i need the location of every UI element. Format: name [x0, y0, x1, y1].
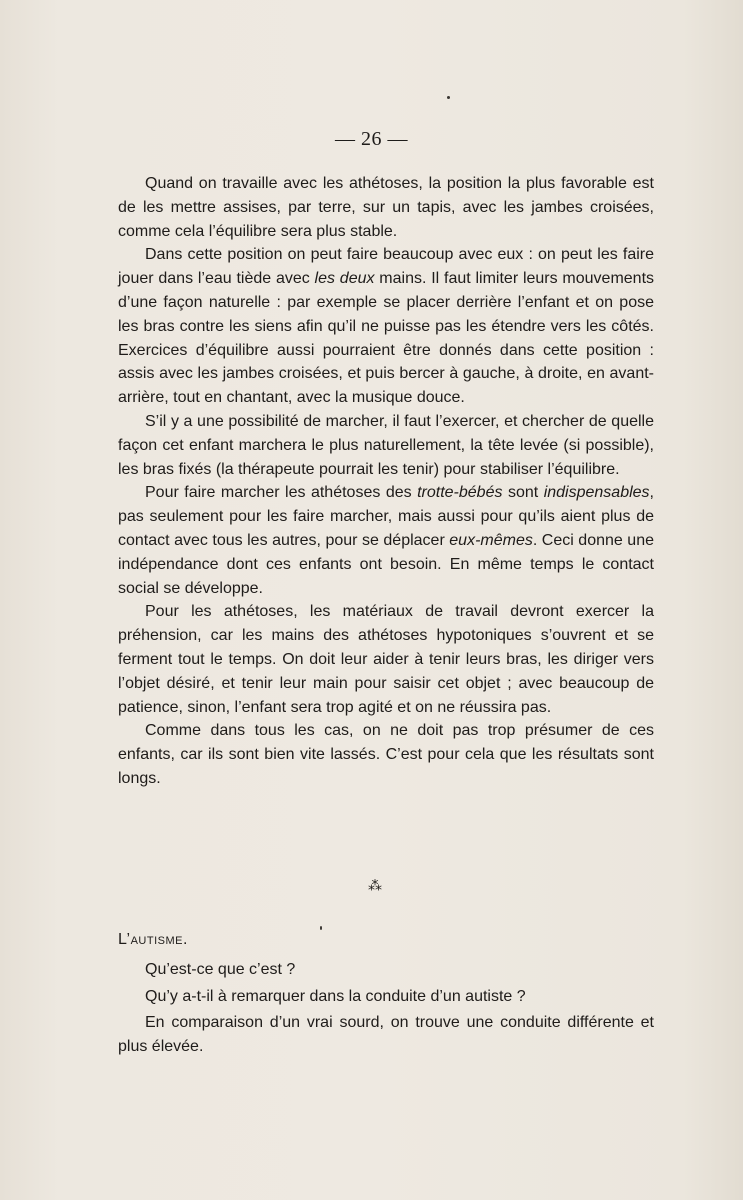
paragraph-text: mains. Il faut limiter leurs mouvements d’une façon naturelle : par exemple se placer derrière l’enfant et on pose les bras contre les siens afin qu’il ne puisse pas les étendre vers les côtés. Exercices d’équilibre aussi pourraient être donnés dans cette position : assis avec les jambes croisées, et puis bercer à gauche, à droite, en avant-arrière, tout en chantant, avec la musique douce. — [118, 270, 655, 407]
paragraph-text: Comme dans tous les cas, on ne doit pas trop présumer de ces enfants, car ils sont bien vite lassés. C’est pour cela que les résultats sont longs. — [118, 722, 654, 787]
section-heading: L’autisme. — [118, 931, 188, 948]
italic-text: eux-mêmes — [449, 531, 533, 549]
paragraph-text: Pour faire marcher les athétoses des — [145, 484, 418, 502]
paragraph-text: , pas seulement pour les faire marcher, mais aussi pour qu’ils aient plus de contact avec tous les autres, pour se déplacer — [118, 484, 654, 549]
page-number: — 26 — — [335, 128, 408, 150]
paragraph-2 — [118, 243, 654, 410]
paragraph-4 — [118, 481, 654, 600]
paragraph-text: Pour les athétoses, les matériaux de travail devront exercer la préhension, car les mains des athétoses hypotoniques s’ouvrent et se ferment tout le temps. On doit leur aider à tenir leurs bras, les diriger vers l’objet désiré, et tenir leur main pour saisir cet objet ; avec beaucoup de patience, sinon, l’enfant sera trop agité et on ne réussira pas. — [118, 603, 654, 716]
paragraph-text: S’il y a une possibilité de marcher, il faut l’exercer, et chercher de quelle façon cet enfant marchera le plus naturellement, la tête levée (si possible), les bras fixés (la thérapeute pourrait les tenir) pour stabiliser l’équilibre. — [118, 412, 654, 478]
body-text — [118, 172, 654, 791]
paragraph-5 — [118, 600, 654, 719]
paragraph-text: . Ceci donne une indépendance dont ces enfants ont besoin. En même temps le contact social se développe. — [118, 531, 654, 597]
asterism-separator: ⁂ — [368, 879, 382, 894]
italic-text: trotte-bébés — [417, 484, 503, 502]
paragraph-text: sont — [502, 484, 544, 502]
paragraph-text: Dans cette position on peut faire beaucoup avec eux : on peut les faire jouer dans l’eau tiède avec — [118, 246, 654, 288]
section-line: En comparaison d’un vrai sourd, on trouve une conduite différente et plus élevée. — [118, 1014, 654, 1056]
ink-speck — [447, 96, 450, 99]
autism-section — [118, 928, 654, 1059]
italic-text: indispensables — [543, 484, 650, 502]
paragraph-3 — [118, 410, 654, 481]
paragraph-text: Quand on travaille avec les athétoses, la position la plus favorable est de les mettre assises, par terre, sur un tapis, avec les jambes croisées, comme cela l’équilibre sera plus stable. — [118, 175, 654, 240]
section-line: Qu’y a-t-il à remarquer dans la conduite d’un autiste ? — [145, 987, 526, 1005]
paragraph-6 — [118, 719, 654, 790]
italic-text: les deux — [314, 270, 375, 288]
paragraph-1 — [118, 172, 654, 243]
section-line: Qu’est-ce que c’est ? — [145, 960, 296, 978]
